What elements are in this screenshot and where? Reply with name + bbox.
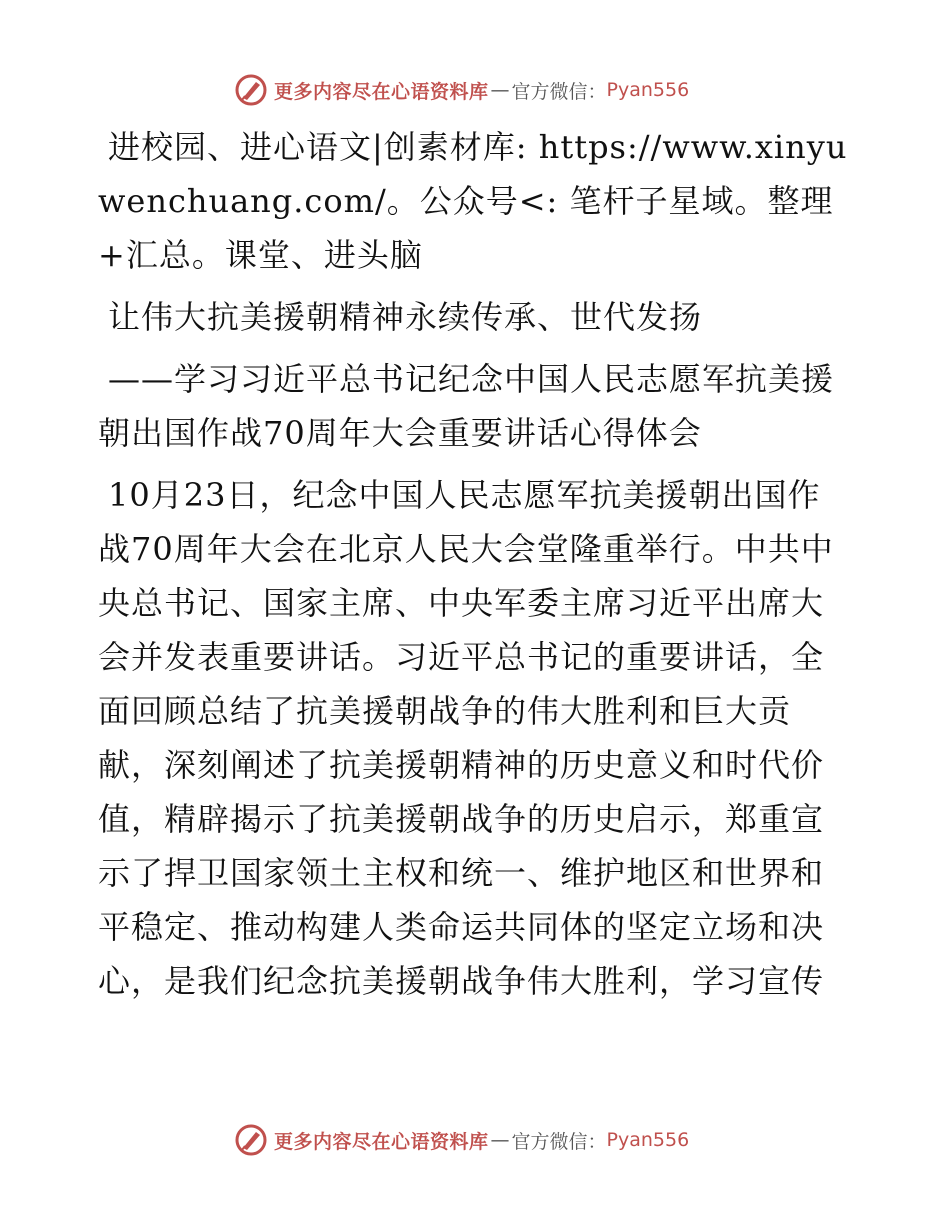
banner-wechat-handle: Pyan556	[606, 1129, 690, 1151]
intro-line: 进校园、进心语文|创素材库: https://www.xinyuwenchuang.com/。公众号<: 笔杆子星域。整理+汇总。课堂、进头脑	[98, 128, 848, 274]
document-body	[98, 120, 850, 1016]
article-title: 让伟大抗美援朝精神永续传承、世代发扬	[108, 298, 703, 336]
quill-circle-icon	[234, 73, 268, 107]
banner-wechat-label: 官方微信：	[511, 1130, 607, 1153]
banner-wechat-handle: Pyan556	[606, 79, 690, 101]
quill-circle-icon	[234, 1123, 268, 1157]
body-paragraph: 10月23日，纪念中国人民志愿军抗美援朝出国作战70周年大会在北京人民大会堂隆重举行。中共中央总书记、国家主席、中央军委主席习近平出席大会并发表重要讲话。习近平总书记的重要讲话，全面回顾总结了抗美援朝战争的伟大胜利和巨大贡献，深刻阐述了抗美援朝精神的历史意义和时代价值，精辟揭示了抗美援朝战争的历史启示，郑重宣示了捍卫国家领土主权和统一、维护地区和世界和平稳定、推动构建人类命运共同体的坚定立场和决心，是我们纪念抗美援朝战争伟大胜利，学习宣传	[98, 476, 834, 1000]
banner-brand-text: 更多内容尽在心语资料库	[274, 1130, 489, 1153]
banner-separator: —	[490, 1129, 510, 1151]
article-subtitle: ——学习习近平总书记纪念中国人民志愿军抗美援朝出国作战70周年大会重要讲话心得体会	[98, 360, 835, 452]
banner-separator: —	[490, 79, 510, 101]
header-watermark-banner	[234, 72, 689, 108]
banner-brand-text: 更多内容尽在心语资料库	[274, 80, 489, 103]
banner-wechat-label: 官方微信：	[511, 80, 607, 103]
footer-watermark-banner	[234, 1122, 689, 1158]
